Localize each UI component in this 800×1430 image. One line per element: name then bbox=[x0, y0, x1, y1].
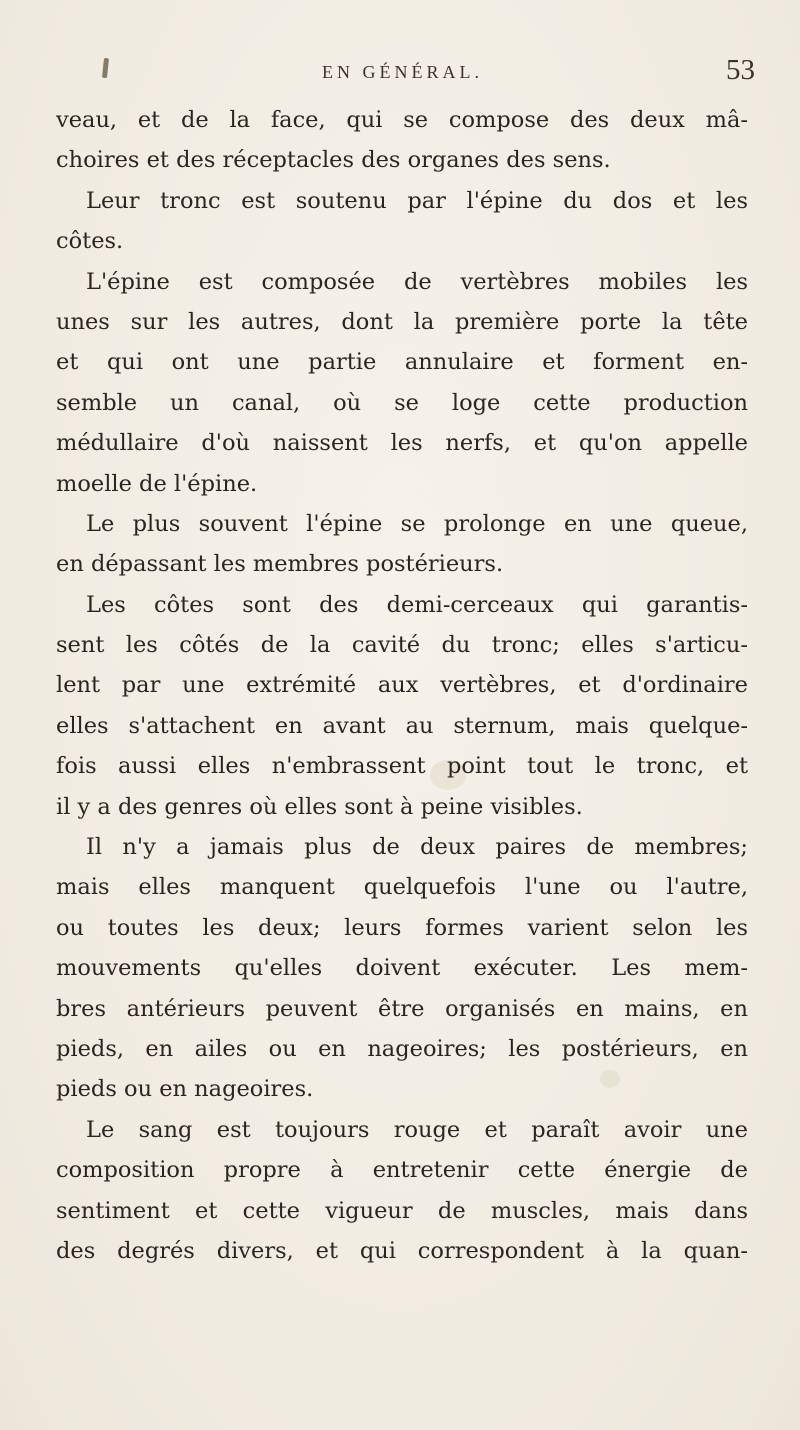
text-line: fois aussi elles n'embrassent point tout le tronc, et bbox=[56, 753, 748, 780]
text-line: des degrés divers, et qui correspondent à la quan- bbox=[56, 1237, 748, 1264]
text-line: Leur tronc est soutenu par l'épine du dos et les bbox=[86, 187, 748, 214]
text-line: Les côtes sont des demi-cerceaux qui garantis- bbox=[86, 591, 748, 618]
text-line: pieds ou en nageoires. bbox=[56, 1076, 314, 1103]
text-line: en dépassant les membres postérieurs. bbox=[56, 551, 504, 578]
text-line: pieds, en ailes ou en nageoires; les postérieurs, en bbox=[56, 1035, 748, 1062]
text-line: Il n'y a jamais plus de deux paires de membres; bbox=[86, 834, 748, 861]
page-header bbox=[50, 54, 755, 90]
text-line: composition propre à entretenir cette énergie de bbox=[56, 1157, 748, 1184]
body-text bbox=[56, 100, 748, 1271]
text-line: il y a des genres où elles sont à peine visibles. bbox=[56, 793, 583, 820]
text-line: et qui ont une partie annulaire et forment en- bbox=[56, 349, 748, 376]
running-head: EN GÉNÉRAL. bbox=[322, 62, 483, 82]
text-line: lent par une extrémité aux vertèbres, et d'ordinaire bbox=[56, 672, 748, 699]
page-number: 53 bbox=[726, 54, 755, 86]
text-line: unes sur les autres, dont la première porte la tête bbox=[56, 308, 748, 335]
text-line: Le sang est toujours rouge et paraît avoir une bbox=[86, 1116, 748, 1143]
text-line: bres antérieurs peuvent être organisés en mains, en bbox=[56, 995, 748, 1022]
text-line: sentiment et cette vigueur de muscles, mais dans bbox=[56, 1197, 748, 1224]
text-line: ou toutes les deux; leurs formes varient selon les bbox=[56, 914, 748, 941]
text-line: mouvements qu'elles doivent exécuter. Les mem- bbox=[56, 955, 748, 982]
text-line: choires et des réceptacles des organes des sens. bbox=[56, 147, 611, 174]
text-line: mais elles manquent quelquefois l'une ou l'autre, bbox=[56, 874, 748, 901]
text-line: Le plus souvent l'épine se prolonge en une queue, bbox=[86, 510, 748, 537]
text-line: L'épine est composée de vertèbres mobiles les bbox=[86, 268, 748, 295]
text-line: elles s'attachent en avant au sternum, mais quelque- bbox=[56, 712, 748, 739]
text-line: veau, et de la face, qui se compose des deux mâ- bbox=[56, 107, 748, 133]
text-line: sent les côtés de la cavité du tronc; elles s'articu- bbox=[56, 632, 748, 659]
text-line: médullaire d'où naissent les nerfs, et qu'on appelle bbox=[56, 430, 748, 457]
text-line: côtes. bbox=[56, 228, 124, 255]
text-line: moelle de l'épine. bbox=[56, 470, 258, 497]
text-line: semble un canal, où se loge cette production bbox=[56, 389, 748, 416]
